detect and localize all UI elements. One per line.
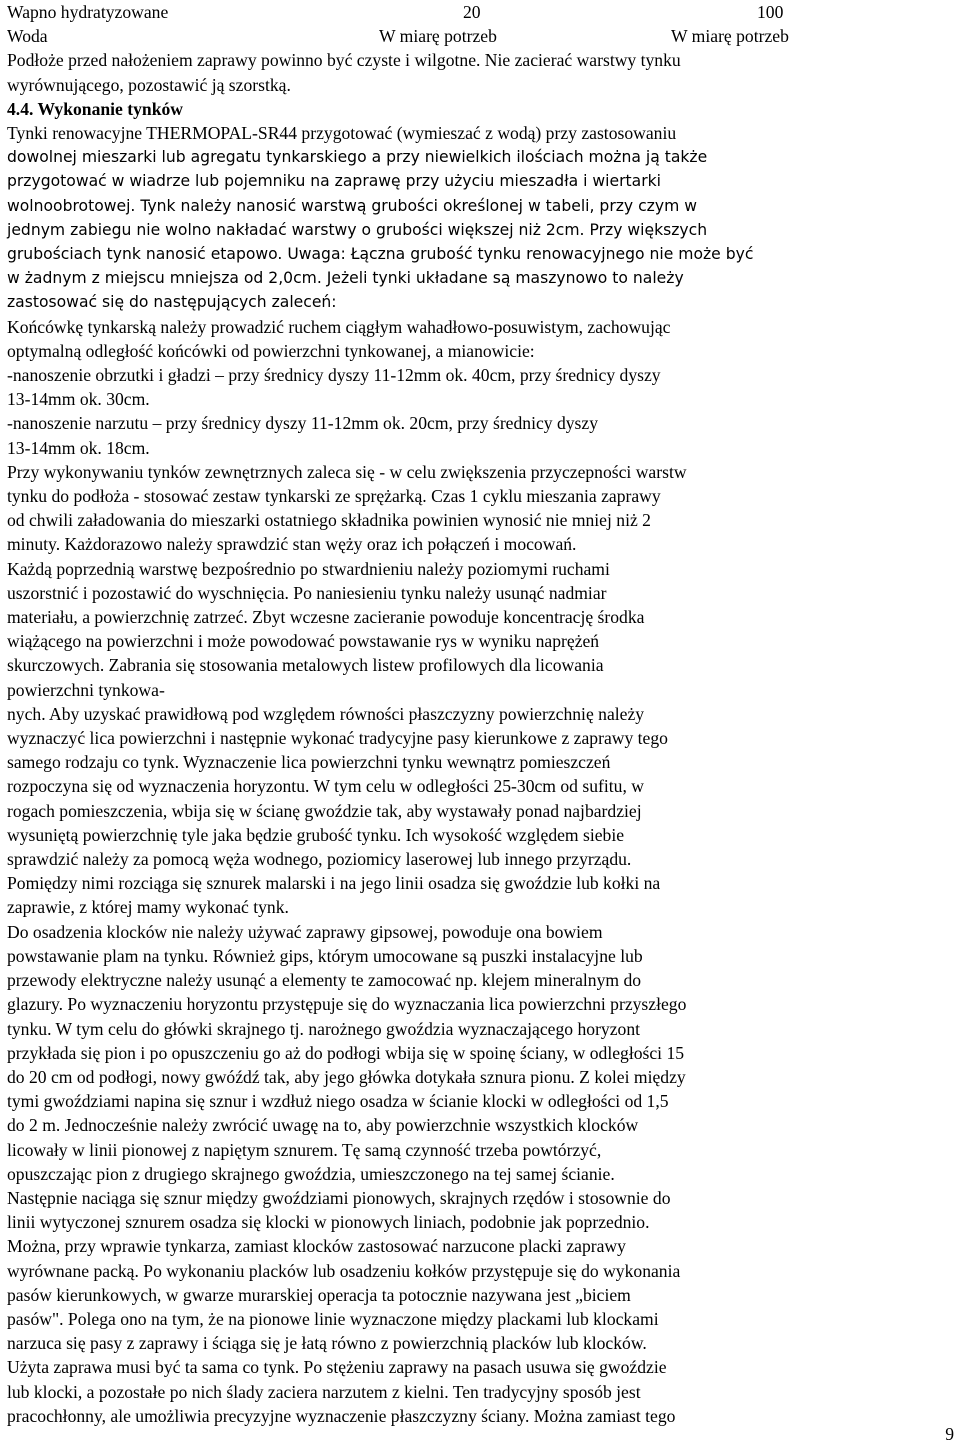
text-line: glazury. Po wyznaczeniu horyzontu przystępuje się do wyznaczania lica powierzchni przyszłego (7, 994, 687, 1015)
text-line: linii wytyczonej sznurem osadza się klocki w pionowych liniach, podobnie jak poprzednio. (7, 1212, 650, 1233)
text-line: Następnie naciąga się sznur między gwoździami pionowych, skrajnych rzędów i stosownie do (7, 1187, 671, 1208)
text-line: Do osadzenia klocków nie należy używać zaprawy gipsowej, powoduje ona bowiem (7, 921, 603, 942)
text-line: w żadnym z miejscu mniejsza od 2,0cm. Jeżeli tynki układane są maszynowo to należy (7, 269, 684, 288)
text-line: przygotować w wiadrze lub pojemniku na zaprawę przy użyciu mieszadła i wiertarki (7, 172, 661, 191)
text-line: pasów". Polega ono na tym, że na pionowe linie wyznaczone między plackami lub klockami (7, 1308, 659, 1329)
text-line: minuty. Każdorazowo należy sprawdzić stan węży oraz ich połączeń i mocowań. (7, 534, 577, 555)
body-text (7, 48, 955, 1428)
text-line: opuszczając pion z drugiego skrajnego gwoździa, umieszczonego na tej samej ścianie. (7, 1163, 615, 1184)
text-line: zastosować się do następujących zaleceń: (7, 293, 337, 312)
text-line: Podłoże przed nałożeniem zaprawy powinno być czyste i wilgotne. Nie zacierać warstwy tynku (7, 50, 681, 71)
text-line: wyrównane packą. Po wykonaniu placków lub osadzeniu kołków przystępuje się do wykonania (7, 1260, 681, 1281)
text-line: pasów kierunkowych, w gwarze murarskiej operacja ta potocznie nazywana jest „biciem (7, 1284, 631, 1305)
text-line: rogach pomieszczenia, wbija się w ścianę gwoździe tak, aby wystawały ponad najbardziej (7, 800, 642, 821)
text-line: powierzchni tynkowa- (7, 679, 165, 700)
text-line: licowały w linii pionowej z napiętym sznurem. Tę samą czynność trzeba powtórzyć, (7, 1139, 602, 1160)
text-line: grubościach tynk nanosić etapowo. Uwaga: Łączna grubość tynku renowacyjnego nie może być (7, 245, 754, 263)
table-cell: 20 (463, 2, 481, 22)
text-line: -nanoszenie narzutu – przy średnicy dyszy 11-12mm ok. 20cm, przy średnicy dyszy (7, 413, 599, 434)
section-heading: 4.4. Wykonanie tynków (7, 98, 183, 119)
text-line: optymalną odległość końcówki od powierzchni tynkowanej, a mianowicie: (7, 340, 535, 361)
text-line: wolnoobrotowej. Tynk należy nanosić warstwą grubości określonej w tabeli, przy czym w (7, 196, 697, 215)
text-line: od chwili załadowania do mieszarki ostatniego składnika powinien wynosić nie mniej niż 2 (7, 510, 651, 531)
text-line: materiału, a powierzchnię zatrzeć. Zbyt wczesne zacieranie powoduje koncentrację środka (7, 607, 645, 628)
table-cell: Woda (7, 26, 48, 47)
text-line: narzuca się pasy z zaprawy i ściąga się je łatą równo z powierzchnią placków lub klocków. (7, 1333, 647, 1354)
text-line: wysuniętą powierzchnię tyle jaka będzie grubość tynku. Ich wysokość względem siebie (7, 824, 625, 845)
text-line: pracochłonny, ale umożliwia precyzyjne wyznaczenie płaszczyzny ściany. Można zamiast tego (7, 1405, 676, 1426)
table-cell: Wapno hydratyzowane (7, 2, 169, 22)
text-line: sprawdzić należy za pomocą węża wodnego, poziomicy laserowej lub innego przyrządu. (7, 849, 632, 870)
text-line: samego rodzaju co tynk. Wyznaczenie lica powierzchni tynku wewnątrz pomieszczeń (7, 752, 611, 773)
text-line: powstawanie plam na tynku. Również gips, którym umocowane są puszki instalacyjne lub (7, 945, 643, 966)
text-line: uszorstnić i pozostawić do wyschnięcia. Po naniesieniu tynku należy usunąć nadmiar (7, 582, 607, 603)
text-line: nych. Aby uzyskać prawidłową pod względem równości płaszczyzny powierzchnię należy (7, 703, 645, 724)
text-line: wyznaczyć lica powierzchni i następnie wykonać tradycyjne pasy kierunkowe z zaprawy tego (7, 728, 668, 749)
text-line: 13-14mm ok. 30cm. (7, 389, 150, 410)
table-row (7, 0, 955, 24)
text-line: Pomiędzy nimi rozciąga się sznurek malarski i na jego linii osadza się gwoździe lub kołki na (7, 873, 661, 894)
text-line: do 20 cm od podłogi, nowy gwóźdź tak, aby jego główka dotykała sznura pionu. Z kolei między (7, 1066, 686, 1087)
document-page (7, 0, 955, 1428)
text-line: skurczowych. Zabrania się stosowania metalowych listew profilowych dla licowania (7, 655, 604, 676)
text-line: Każdą poprzednią warstwę bezpośrednio po stwardnieniu należy poziomymi ruchami (7, 558, 610, 579)
text-line: lub klocki, a pozostałe po nich ślady zaciera narzutem z kielni. Ten tradycyjny sposób jest (7, 1381, 641, 1402)
text-line: tynku. W tym celu do główki skrajnego tj. narożnego gwoździa wyznaczającego horyzont (7, 1018, 641, 1039)
page-number: 9 (945, 1424, 954, 1444)
text-line: Można, przy wprawie tynkarza, zamiast klocków zastosować narzucone placki zaprawy (7, 1236, 626, 1257)
text-line: tynku do podłoża - stosować zestaw tynkarski ze sprężarką. Czas 1 cyklu mieszania zaprawy (7, 486, 661, 507)
text-line: do 2 m. Jednocześnie należy zwrócić uwagę na to, aby powierzchnie wszystkich klocków (7, 1115, 639, 1136)
text-line: -nanoszenie obrzutki i gładzi – przy średnicy dyszy 11-12mm ok. 40cm, przy średnicy dyszy (7, 365, 661, 386)
table-row (7, 24, 955, 48)
text-line: Użyta zaprawa musi być ta sama co tynk. Po stężeniu zaprawy na pasach usuwa się gwoździe (7, 1357, 667, 1378)
table-cell: W miarę potrzeb (379, 26, 497, 47)
text-line: Końcówkę tynkarską należy prowadzić ruchem ciągłym wahadłowo-posuwistym, zachowując (7, 316, 671, 337)
text-line: Przy wykonywaniu tynków zewnętrznych zaleca się - w celu zwiększenia przyczepności warstw (7, 461, 687, 482)
text-line: 13-14mm ok. 18cm. (7, 437, 150, 458)
text-line: wyrównującego, pozostawić ją szorstką. (7, 74, 291, 95)
text-line: wiążącego na powierzchni i może powodować powstawanie rys w wyniku naprężeń (7, 631, 600, 652)
text-line: przewody elektryczne należy usunąć a elementy te zamocować np. klejem mineralnym do (7, 970, 642, 991)
text-line: Tynki renowacyjne THERMOPAL-SR44 przygotować (wymieszać z wodą) przy zastosowaniu (7, 122, 677, 143)
text-line: przykłada się pion i po opuszczeniu go aż do podłogi wbija się w spoinę ściany, w odległości 15 (7, 1042, 685, 1063)
text-line: dowolnej mieszarki lub agregatu tynkarskiego a przy niewielkich ilościach można ją także (7, 148, 708, 167)
table-cell: W miarę potrzeb (671, 26, 789, 47)
text-line: jednym zabiegu nie wolno nakładać warstwy o grubości większej niż 2cm. Przy większych (7, 220, 708, 239)
table-cell: 100 (757, 2, 784, 22)
text-line: rozpoczyna się od wyznaczenia horyzontu. W tym celu w odległości 25-30cm od sufitu, w (7, 776, 644, 797)
text-line: zaprawie, z której mamy wykonać tynk. (7, 897, 289, 918)
text-line: tymi gwoździami napina się sznur i wzdłuż niego osadza w ścianie klocki w odległości od 1,5 (7, 1091, 669, 1112)
